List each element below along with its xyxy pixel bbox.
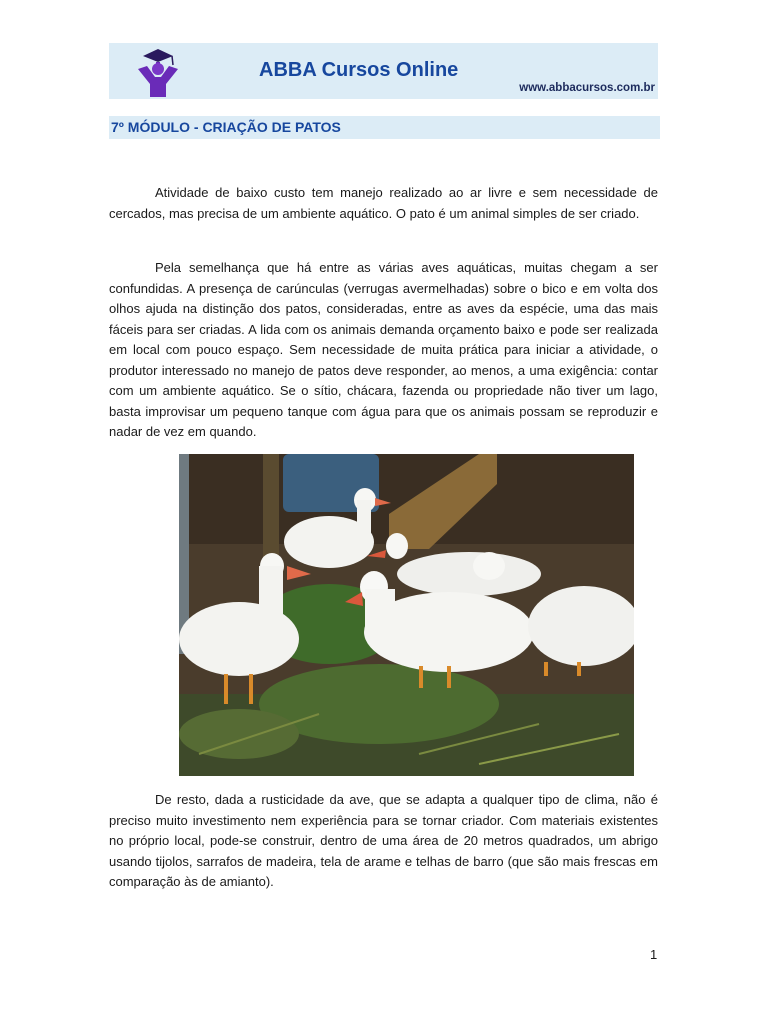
- paragraph-details: Pela semelhança que há entre as várias aves aquáticas, muitas chegam a ser confundidas. A presença de carúnculas (verrugas avermelhadas) sobre o bico e em volta dos olhos ajuda na distinção dos patos, consideradas, entre as aves da espécie, uma das mais fáceis para ser criadas. A lida com os animais demanda orçamento baixo e pode ser realizada em local com pouco espaço. Sem necessidade de muita prática para iniciar a atividade, o produtor interessado no manejo de patos deve responder, ao menos, a uma exigência: contar com um ambiente aquático. Se o sítio, chácara, fazenda ou propriedade não tiver um lago, basta improvisar um pequeno tanque com água para que os animais possam se reproduzir e nadar de vez em quando.: [109, 260, 658, 439]
- header-banner: [109, 43, 658, 99]
- paragraph-shelter: De resto, dada a rusticidade da ave, que se adapta a qualquer tipo de clima, não é preciso muito investimento nem experiência para se tornar criador. Com materiais existentes no próprio local, pode-se construir, dentro de uma área de 20 metros quadrados, um abrigo usando tijolos, sarrafos de madeira, tela de arame e telhas de barro (que são mais frescas em comparação às de amianto).: [109, 792, 658, 889]
- module-header: [109, 116, 660, 139]
- module-title: 7º MÓDULO - CRIAÇÃO DE PATOS: [111, 119, 341, 135]
- page-number: 1: [650, 947, 658, 962]
- brand-name: ABBA Cursos Online: [259, 59, 459, 81]
- graduate-figure-icon: [135, 47, 181, 97]
- website-url[interactable]: www.abbacursos.com.br: [519, 82, 655, 94]
- ducks-photo: [179, 454, 634, 776]
- paragraph-intro: Atividade de baixo custo tem manejo realizado ao ar livre e sem necessidade de cercados, mas precisa de um ambiente aquático. O pato é um animal simples de ser criado.: [109, 185, 658, 221]
